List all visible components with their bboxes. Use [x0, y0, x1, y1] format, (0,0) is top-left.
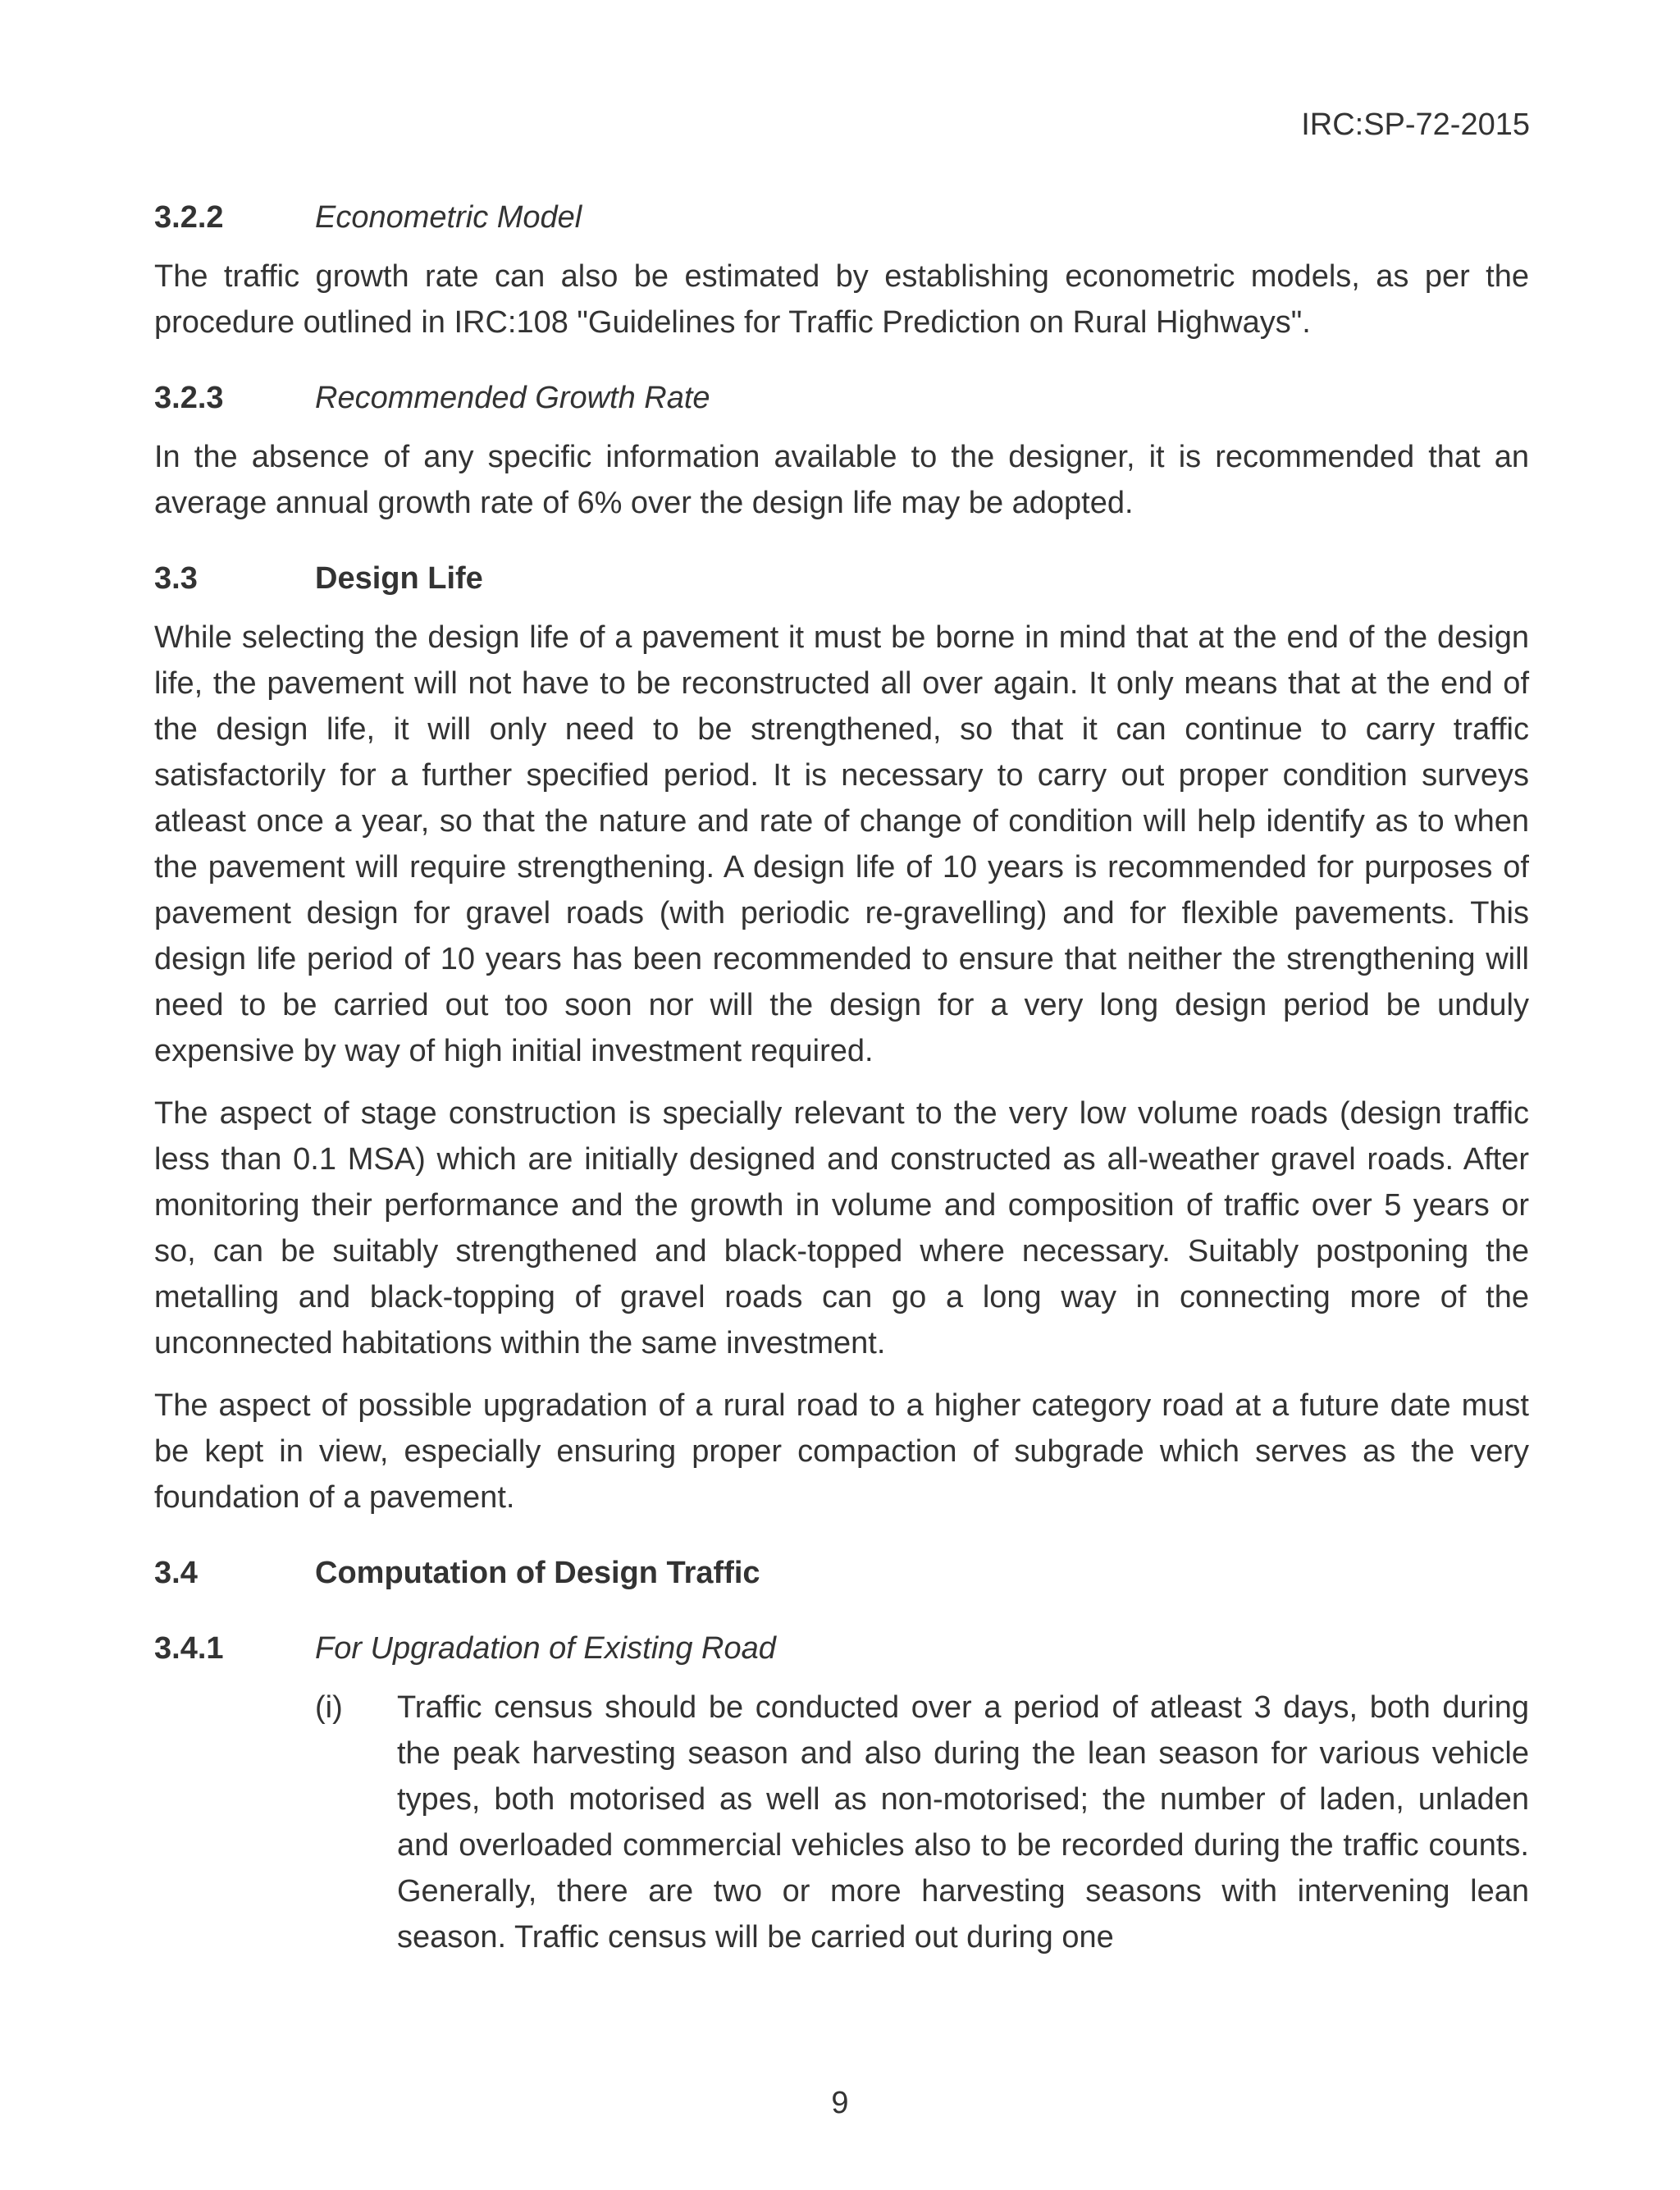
section-heading-3-4-1: [154, 1625, 1529, 1671]
paragraph-design-life-3: The aspect of possible upgradation of a rural road to a higher category road at a future date must be kept in view, especially ensuring proper compaction of subgrade which serves as the very foundation of a pavement.: [154, 1388, 1529, 1515]
document-code: IRC:SP-72-2015: [1301, 107, 1530, 142]
paragraph-design-life-2: The aspect of stage construction is specially relevant to the very low volume roads (design traffic less than 0.1 MSA) which are initially designed and constructed as all-weather gravel roads. After monitoring their performance and the growth in volume and composition of traffic over 5 years or so, can be suitably strengthened and black-topped where necessary. Suitably postponing the metalling and black-topping of gravel roads can go a long way in connecting more of the unconnected habitations within the same investment.: [154, 1096, 1529, 1360]
section-number: 3.2.2: [154, 200, 224, 235]
paragraph-recommended-growth-rate: In the absence of any specific information available to the designer, it is recommended that an average annual growth rate of 6% over the design life may be adopted.: [154, 440, 1529, 520]
section-heading-3-3: [154, 556, 1529, 601]
page-number: 9: [831, 2086, 849, 2120]
list-item-text: Traffic census should be conducted over a period of atleast 3 days, both during the peak harvesting season and also during the lean season for various vehicle types, both motorised as well as non-motorised; the number of laden, unladen and overloaded commercial vehicles also to be recorded during the traffic counts. Generally, there are two or more harvesting seasons with intervening lean season. Traffic census will be carried out during one: [397, 1690, 1529, 1955]
section-title: Computation of Design Traffic: [315, 1556, 760, 1590]
section-title: For Upgradation of Existing Road: [315, 1631, 776, 1666]
section-number: 3.2.3: [154, 381, 224, 415]
paragraph-design-life-1: While selecting the design life of a pavement it must be borne in mind that at the end of the design life, the pavement will not have to be reconstructed all over again. It only means that at the end of the design life, it will only need to be strengthened, so that it can continue to carry traffic satisfactorily for a further specified period. It is necessary to carry out proper condition surveys atleast once a year, so that the nature and rate of change of condition will help identify as to when the pavement will require strengthening. A design life of 10 years is recommended for purposes of pavement design for gravel roads (with periodic re-gravelling) and for flexible pavements. This design life period of 10 years has been recommended to ensure that neither the strengthening will need to be carried out too soon nor will the design for a very long design period be unduly expensive by way of high initial investment required.: [154, 620, 1529, 1068]
section-title: Econometric Model: [315, 200, 582, 235]
section-title: Design Life: [315, 561, 483, 596]
section-title: Recommended Growth Rate: [315, 381, 710, 415]
list-item: [315, 1685, 1529, 1960]
page-content: [154, 194, 1529, 1960]
list-item-marker: (i): [315, 1690, 343, 1725]
section-number: 3.3: [154, 561, 198, 596]
section-number: 3.4.1: [154, 1631, 224, 1666]
section-heading-3-4: [154, 1550, 1529, 1596]
section-heading-3-2-2: [154, 194, 1529, 240]
paragraph-econometric-model: The traffic growth rate can also be estimated by establishing econometric models, as per the procedure outlined in IRC:108 "Guidelines for Traffic Prediction on Rural Highways".: [154, 259, 1529, 340]
section-number: 3.4: [154, 1556, 198, 1590]
section-heading-3-2-3: [154, 375, 1529, 421]
